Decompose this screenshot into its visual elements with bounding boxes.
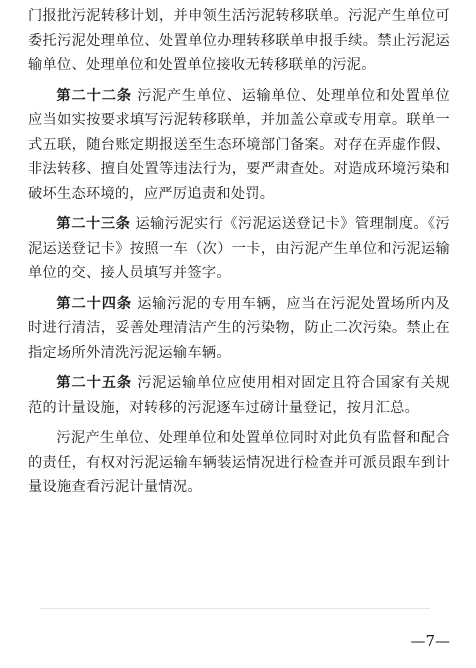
faint-divider <box>40 608 430 609</box>
article-25 <box>28 371 450 420</box>
article-24 <box>28 292 450 366</box>
paragraph-supervision <box>28 426 450 500</box>
article-text: 污泥运输单位应使用相对固定且符合国家有关规范的计量设施，对转移的污泥逐车过磅计量登记，按月汇总。 <box>28 375 450 416</box>
paragraph-continuation <box>28 4 450 78</box>
article-text: 运输污泥实行《污泥运送登记卡》管理制度。《污泥运送登记卡》按照一车（次）一卡，由污泥产生单位和污泥运输单位的交、接人员填写并签字。 <box>28 216 450 281</box>
paragraph-text: 门报批污泥转移计划，并申领生活污泥转移联单。污泥产生单位可委托污泥处理单位、处置单位办理转移联单申报手续。禁止污泥运输单位、处理单位和处置单位接收无转移联单的污泥。 <box>28 8 450 73</box>
article-23 <box>28 212 450 286</box>
article-text: 污泥产生单位、运输单位、处理单位和处置单位应当如实按要求填写污泥转移联单，并加盖公章或专用章。联单一式五联，随台账定期报送至生态环境部门备案。对存在弄虚作假、非法转移、擅自处置等违法行为，要严肃查处。对造成环境污染和破坏生态环境的，应严厉追责和处罚。 <box>28 87 450 202</box>
article-heading: 第二十三条 <box>56 216 131 232</box>
article-heading: 第二十四条 <box>56 295 132 312</box>
paragraph-text: 污泥产生单位、处理单位和处置单位同时对此负有监督和配合的责任，有权对污泥运输车辆装运情况进行检查并可派员跟车到计量设施查看污泥计量情况。 <box>28 430 450 495</box>
article-22 <box>28 84 450 207</box>
page-number: —7— <box>410 632 450 650</box>
article-text: 运输污泥的专用车辆，应当在污泥处置场所内及时进行清洁，妥善处理清洁产生的污染物，防止二次污染。禁止在指定场所外清洗污泥运输车辆。 <box>28 295 450 361</box>
article-heading: 第二十二条 <box>56 87 132 104</box>
article-heading: 第二十五条 <box>56 375 132 391</box>
